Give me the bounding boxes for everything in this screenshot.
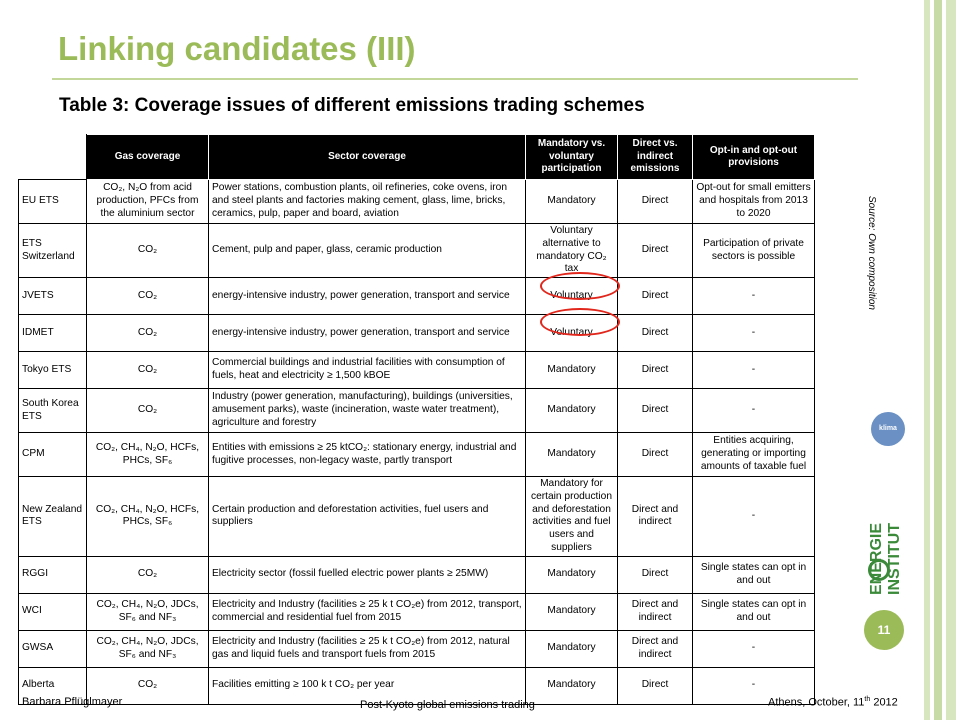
table-cell: Electricity and Industry (facilities ≥ 25 k t CO₂e) from 2012, transport, commercial and residential fuel from 2015 xyxy=(209,593,526,630)
table-header-cell: Gas coverage xyxy=(87,135,209,180)
table-row xyxy=(19,389,815,433)
table-cell: Commercial buildings and industrial facilities with consumption of fuels, heat and electricity ≥ 1,500 kBOE xyxy=(209,352,526,389)
coverage-table xyxy=(18,134,815,705)
highlight-circle-idmet xyxy=(540,308,620,336)
page-number: 11 xyxy=(864,610,904,650)
highlight-circle-jvets xyxy=(540,272,620,300)
table-row xyxy=(19,433,815,477)
e-logo-icon xyxy=(868,559,890,581)
scheme-name-cell: CPM xyxy=(19,433,87,477)
table-cell: Direct xyxy=(618,315,693,352)
table-cell: Single states can opt in and out xyxy=(693,593,815,630)
table-cell: Direct xyxy=(618,667,693,704)
footer-title: Post-Kyoto global emissions trading xyxy=(360,699,535,711)
table-caption: Table 3: Coverage issues of different emissions trading schemes xyxy=(59,95,645,116)
table-cell: Direct xyxy=(618,224,693,278)
table-cell: CO₂ xyxy=(87,389,209,433)
table-cell: energy-intensive industry, power generation, transport and service xyxy=(209,315,526,352)
table-cell: - xyxy=(693,630,815,667)
table-cell: Voluntary xyxy=(526,315,618,352)
table-cell: Electricity and Industry (facilities ≥ 25 k t CO₂e) from 2012, natural gas and liquid fuels and transport fuels from 2015 xyxy=(209,630,526,667)
table-cell: Mandatory xyxy=(526,180,618,224)
table-cell: Direct xyxy=(618,352,693,389)
table-cell: CO₂ xyxy=(87,278,209,315)
table-row xyxy=(19,593,815,630)
scheme-name-cell: Alberta xyxy=(19,667,87,704)
table-cell: Opt-out for small emitters and hospitals from 2013 to 2020 xyxy=(693,180,815,224)
table-cell: Mandatory xyxy=(526,352,618,389)
table-cell: Direct xyxy=(618,556,693,593)
table-cell: CO₂, N₂O from acid production, PFCs from the aluminium sector xyxy=(87,180,209,224)
table-cell: Entities with emissions ≥ 25 ktCO₂: stationary energy, industrial and fugitive processes, non-legacy waste, partly transport xyxy=(209,433,526,477)
table-cell: - xyxy=(693,315,815,352)
table-cell: Voluntary xyxy=(526,278,618,315)
footer-author: Barbara Pflüglmayer xyxy=(22,696,123,708)
table-cell: Entities acquiring, generating or importing amounts of taxable fuel xyxy=(693,433,815,477)
table-cell: Mandatory xyxy=(526,389,618,433)
source-note: Source: Own composition xyxy=(866,196,877,310)
table-cell: Certain production and deforestation activities, fuel users and suppliers xyxy=(209,477,526,557)
table-header-cell: Sector coverage xyxy=(209,135,526,180)
table-cell: Direct xyxy=(618,389,693,433)
table-cell: Direct and indirect xyxy=(618,630,693,667)
table-cell: Mandatory xyxy=(526,630,618,667)
scheme-name-cell: GWSA xyxy=(19,630,87,667)
klima-fonds-logo: klima energie fonds xyxy=(871,412,905,446)
table-cell: Direct xyxy=(618,433,693,477)
table-cell: Power stations, combustion plants, oil refineries, coke ovens, iron and steel plants and factories making cement, glass, lime, bricks, ceramics, pulp, paper and board, aviation xyxy=(209,180,526,224)
table-cell: CO₂ xyxy=(87,667,209,704)
table-cell: Mandatory xyxy=(526,667,618,704)
table-cell: Participation of private sectors is possible xyxy=(693,224,815,278)
table-header-cell: Direct vs. indirect emissions xyxy=(618,135,693,180)
scheme-name-cell: EU ETS xyxy=(19,180,87,224)
scheme-name-cell: ETS Switzerland xyxy=(19,224,87,278)
table-cell: CO₂, CH₄, N₂O, HCFs, PHCs, SF₆ xyxy=(87,433,209,477)
table-row xyxy=(19,315,815,352)
table-cell: CO₂ xyxy=(87,352,209,389)
table-cell: energy-intensive industry, power generation, transport and service xyxy=(209,278,526,315)
table-cell: CO₂ xyxy=(87,556,209,593)
table-cell: CO₂ xyxy=(87,315,209,352)
table-row xyxy=(19,556,815,593)
table-cell: Facilities emitting ≥ 100 k t CO₂ per year xyxy=(209,667,526,704)
footer-date: Athens, October, 11th 2012 xyxy=(768,696,898,709)
table-cell: CO₂ xyxy=(87,224,209,278)
scheme-name-cell: New Zealand ETS xyxy=(19,477,87,557)
table-cell: - xyxy=(693,389,815,433)
scheme-name-cell: Tokyo ETS xyxy=(19,352,87,389)
table-row xyxy=(19,352,815,389)
table-header-cell: Opt-in and opt-out provisions xyxy=(693,135,815,180)
table-cell: Single states can opt in and out xyxy=(693,556,815,593)
energie-institut-logo: ENERGIE INSTITUT xyxy=(868,522,903,595)
scheme-name-cell: IDMET xyxy=(19,315,87,352)
table-cell: Voluntary alternative to mandatory CO₂ tax xyxy=(526,224,618,278)
table-cell: Direct xyxy=(618,180,693,224)
table-cell: - xyxy=(693,278,815,315)
table-cell: Direct and indirect xyxy=(618,593,693,630)
table-cell: Direct and indirect xyxy=(618,477,693,557)
title-divider xyxy=(52,78,858,80)
table-cell: Electricity sector (fossil fuelled electric power plants ≥ 25MW) xyxy=(209,556,526,593)
table-row xyxy=(19,630,815,667)
scheme-name-cell: RGGI xyxy=(19,556,87,593)
table-cell: Cement, pulp and paper, glass, ceramic production xyxy=(209,224,526,278)
table-cell: CO₂, CH₄, N₂O, JDCs, SF₆ and NF₃ xyxy=(87,593,209,630)
table-row xyxy=(19,224,815,278)
table-body xyxy=(19,180,815,705)
table-cell: Direct xyxy=(618,278,693,315)
table-cell: - xyxy=(693,667,815,704)
slide-title: Linking candidates (III) xyxy=(58,30,416,67)
table-cell: - xyxy=(693,477,815,557)
table-header-row xyxy=(19,135,815,180)
header-blank-cell xyxy=(19,135,87,180)
table-header-cell: Mandatory vs. voluntary participation xyxy=(526,135,618,180)
table-cell: Industry (power generation, manufacturing), buildings (universities, amusement parks), waste (incineration, waste water treatment), agriculture and forestry xyxy=(209,389,526,433)
table-cell: Mandatory xyxy=(526,556,618,593)
table-cell: - xyxy=(693,352,815,389)
table-row xyxy=(19,278,815,315)
scheme-name-cell: WCI xyxy=(19,593,87,630)
scheme-name-cell: JVETS xyxy=(19,278,87,315)
scheme-name-cell: South Korea ETS xyxy=(19,389,87,433)
table-cell: CO₂, CH₄, N₂O, JDCs, SF₆ and NF₃ xyxy=(87,630,209,667)
table-cell: Mandatory xyxy=(526,433,618,477)
table-cell: Mandatory xyxy=(526,593,618,630)
table-row xyxy=(19,477,815,557)
table-row xyxy=(19,180,815,224)
table-cell: Mandatory for certain production and deforestation activities and fuel users and suppliers xyxy=(526,477,618,557)
table-cell: CO₂, CH₄, N₂O, HCFs, PHCs, SF₆ xyxy=(87,477,209,557)
decorative-stripes xyxy=(920,0,960,720)
